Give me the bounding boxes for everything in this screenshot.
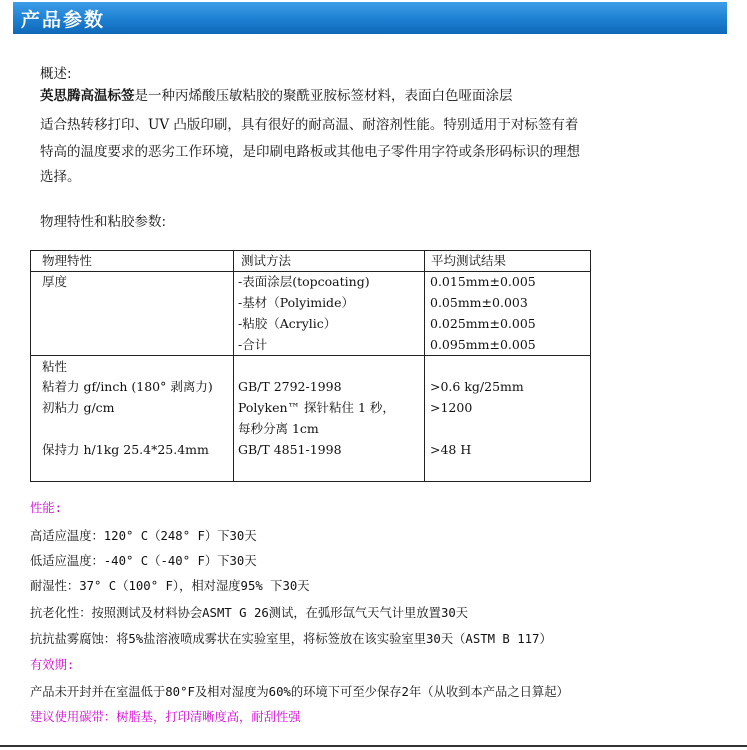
thickness-method: -表面涂层(topcoating)	[238, 274, 370, 289]
thickness-result: 0.095mm±0.005	[430, 337, 536, 352]
thickness-method: -基材（Polyimide）	[238, 295, 354, 310]
validity-heading: 有效期:	[30, 658, 75, 672]
holding-method: GB/T 4851-1998	[238, 442, 342, 457]
holding-property: 保持力 h/1kg 25.4*25.4mm	[42, 442, 209, 457]
tack-method: Polyken™ 探针粘住 1 秒，	[238, 400, 395, 415]
tack-property: 初粘力 g/cm	[42, 400, 115, 415]
validity-text: 产品未开封并在室温低于80°F及相对湿度为60%的环境下可至少保存2年（从收到本产品之日算起）	[30, 685, 569, 699]
overview-line-1-text: 是一种丙烯酸压敏粘胶的聚酰亚胺标签材料，表面白色哑面涂层	[134, 88, 513, 104]
adhesion-label: 粘性	[42, 359, 68, 374]
section-title: 产品参数	[21, 9, 106, 31]
thickness-result: 0.015mm±0.005	[430, 274, 536, 289]
thickness-result: 0.05mm±0.003	[430, 295, 528, 310]
overview-line-3: 特高的温度要求的恶劣工作环境，是印刷电路板或其他电子零件用字符或条形码标识的理想	[40, 144, 580, 160]
ribbon-recommendation: 建议使用碳带：树脂基，打印清晰度高，耐刮性强	[30, 710, 301, 724]
table-divider	[424, 251, 425, 481]
overview-line-4: 选择。	[40, 169, 81, 185]
performance-line: 耐湿性：37° C（100° F），相对湿度95% 下30天	[30, 579, 310, 593]
table-divider	[233, 251, 234, 481]
tack-method-cont: 每秒分离 1cm	[238, 421, 319, 436]
section-header-bar	[13, 2, 727, 34]
table-header: 测试方法	[241, 253, 292, 268]
table-header: 平均测试结果	[431, 253, 507, 268]
thickness-method: -合计	[238, 337, 268, 352]
thickness-label: 厚度	[42, 274, 68, 289]
overview-heading: 概述:	[40, 66, 72, 82]
performance-line: 抗抗盐雾腐蚀：将5%盐溶液喷成雾状在实验室里，将标签放在该实验室里30天（ASTM B 117）	[30, 632, 552, 646]
thickness-result: 0.025mm±0.005	[430, 316, 536, 331]
performance-heading: 性能:	[30, 501, 62, 515]
physical-heading: 物理特性和粘胶参数:	[40, 214, 167, 230]
performance-line: 低适应温度：-40° C（-40° F）下30天	[30, 554, 257, 568]
performance-line: 高适应温度：120° C（248° F）下30天	[30, 529, 257, 543]
table-header: 物理特性	[42, 253, 93, 268]
adhesion-result: >0.6 kg/25mm	[430, 379, 524, 394]
performance-line: 抗老化性：按照测试及材料协会ASMT G 26测试，在弧形氙气天气计里放置30天	[30, 606, 469, 620]
adhesion-method: GB/T 2792-1998	[238, 379, 342, 394]
bottom-divider	[0, 745, 747, 747]
overview-line-2: 适合热转移打印、UV 凸版印刷，具有很好的耐高温、耐溶剂性能。特别适用于对标签有着	[40, 117, 579, 133]
adhesion-property: 粘着力 gf/inch (180° 剥离力)	[42, 379, 213, 394]
brand-name: 英思腾高温标签	[40, 88, 135, 104]
properties-table	[30, 250, 591, 482]
holding-result: >48 H	[430, 442, 472, 457]
tack-result: >1200	[430, 400, 473, 415]
overview-line-1	[40, 86, 513, 107]
thickness-method: -粘胶（Acrylic）	[238, 316, 337, 331]
